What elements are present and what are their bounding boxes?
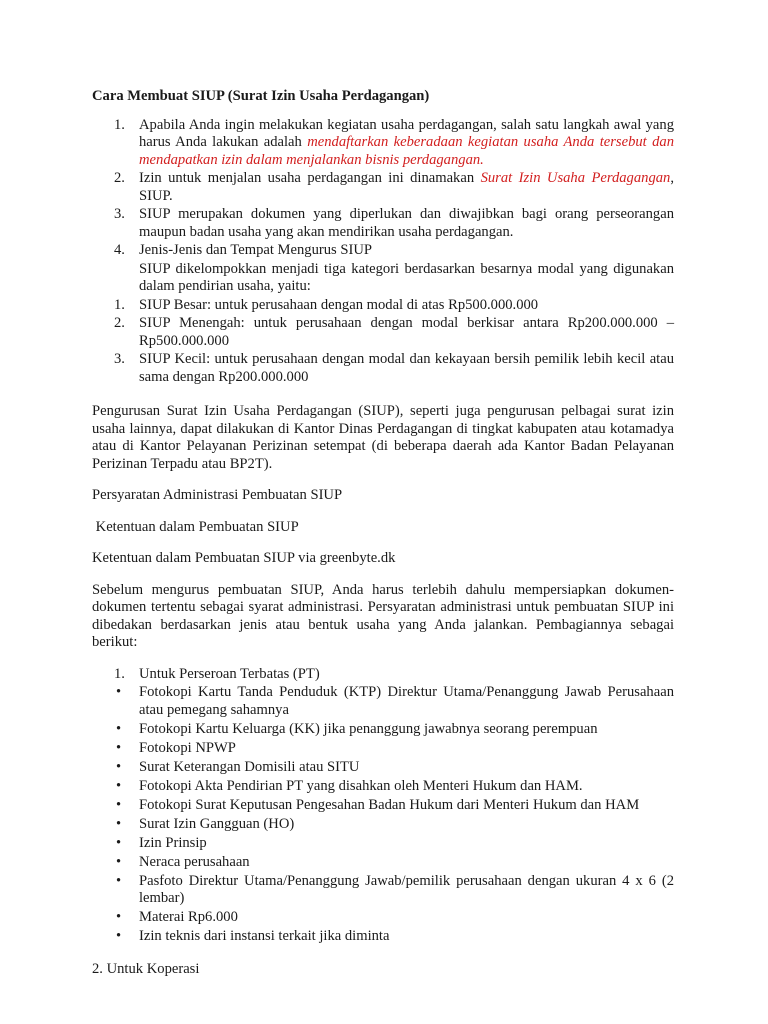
- list-note-text: SIUP dikelompokkan menjadi tiga kategori berdasarkan besarnya modal yang digunakan dalam pendirian usaha, yaitu:: [139, 260, 674, 294]
- list-text: Jenis-Jenis dan Tempat Mengurus SIUP: [139, 242, 373, 258]
- bullet-item: [92, 797, 674, 815]
- list-text: SIUP Besar: untuk perusahaan dengan modal di atas Rp500.000.000: [139, 296, 539, 313]
- list-item: [92, 242, 674, 260]
- bullet-icon: •: [116, 909, 122, 925]
- bullet-item: [92, 778, 674, 796]
- bullet-item: [92, 873, 674, 908]
- document-title: Cara Membuat SIUP (Surat Izin Usaha Perdagangan): [92, 88, 430, 104]
- bullet-text: Materai Rp6.000: [139, 909, 238, 925]
- paragraph: Ketentuan dalam Pembuatan SIUP via greenbyte.dk: [92, 550, 396, 566]
- paragraph: Persyaratan Administrasi Pembuatan SIUP: [92, 487, 343, 503]
- bullet-icon: •: [116, 684, 122, 700]
- bullet-text: Izin teknis dari instansi terkait jika diminta: [139, 928, 390, 944]
- list-item: [92, 117, 674, 170]
- bullet-icon: •: [116, 834, 122, 851]
- bullet-item: [92, 721, 674, 739]
- list-text: SIUP merupakan dokumen yang diperlukan dan diwajibkan bagi orang perseorangan maupun badan usaha yang akan mendirikan usaha perdagangan.: [139, 206, 674, 240]
- bullet-text: Neraca perusahaan: [139, 853, 250, 870]
- bullet-icon: •: [116, 739, 122, 756]
- highlight-text: mendaftarkan keberadaan kegiatan usaha Anda tersebut dan mendapatkan izin dalam menjalankan bisnis perdagangan.: [139, 134, 674, 168]
- bullet-text: Fotokopi Kartu Keluarga (KK) jika penanggung jawabnya seorang perempuan: [139, 720, 598, 737]
- list-siup-categories: [92, 297, 674, 387]
- list-text: Izin untuk menjalan usaha perdagangan ini dinamakan: [139, 170, 481, 186]
- bullet-text: Pasfoto Direktur Utama/Penanggung Jawab/pemilik perusahaan dengan ukuran 4 x 6 (2 lembar): [139, 872, 674, 906]
- list-text: Untuk Perseroan Terbatas (PT): [139, 665, 320, 682]
- paragraph: 2. Untuk Koperasi: [92, 961, 200, 977]
- list-text: SIUP Kecil: untuk perusahaan dengan modal dan kekayaan bersih pemilik lebih kecil atau sama dengan Rp200.000.000: [139, 351, 674, 385]
- bullet-icon: •: [116, 853, 122, 870]
- list-note: [92, 261, 674, 296]
- bullet-icon: •: [116, 815, 122, 832]
- list-item: [92, 297, 674, 315]
- paragraph: Sebelum mengurus pembuatan SIUP, Anda harus terlebih dahulu mempersiapkan dokumen-dokumen tertentu sebagai syarat administrasi. Persyaratan administrasi untuk pembuatan SIUP ini dibedakan berdasarkan jenis atau bentuk usaha yang Anda jalankan. Pembagiannya sebagai berikut:: [92, 581, 674, 650]
- bullet-text: Surat Izin Gangguan (HO): [139, 815, 295, 832]
- bullet-item: [92, 854, 674, 872]
- bullet-icon: •: [116, 777, 122, 794]
- list-number: 1.: [114, 296, 125, 313]
- bullet-icon: •: [116, 720, 122, 737]
- bullet-icon: •: [116, 872, 122, 889]
- list-item: [92, 351, 674, 386]
- bullet-icon: •: [116, 758, 122, 775]
- bullet-text: Surat Keterangan Domisili atau SITU: [139, 758, 360, 775]
- bullet-text: Fotokopi NPWP: [139, 739, 236, 756]
- list-number: 3.: [114, 351, 125, 367]
- highlight-text: Surat Izin Usaha Perdagangan: [480, 170, 671, 186]
- bullet-item: [92, 928, 674, 946]
- bullet-icon: •: [116, 928, 122, 944]
- bullet-text: Fotokopi Akta Pendirian PT yang disahkan oleh Menteri Hukum dan HAM.: [139, 777, 583, 794]
- list-number: 1.: [114, 116, 125, 133]
- paragraph: Pengurusan Surat Izin Usaha Perdagangan (SIUP), seperti juga pengurusan pelbagai surat izin usaha lainnya, dapat dilakukan di Kantor Dinas Perdagangan di tingkat kabupaten atau kotamadya atau di Kantor Pelayanan Perizinan setempat (di beberapa daerah ada Kantor Badan Pelayanan Perizinan Terpadu atau BP2T).: [92, 403, 674, 472]
- list-number: 4.: [114, 242, 125, 258]
- list-text-tail: , SIUP.: [139, 170, 674, 204]
- list-item: [92, 170, 674, 205]
- list-number: 2.: [114, 170, 125, 186]
- list-item: [92, 315, 674, 350]
- bullet-icon: •: [116, 796, 122, 813]
- list-number: 2.: [114, 315, 125, 331]
- bullet-text: Fotokopi Surat Keputusan Pengesahan Badan Hukum dari Menteri Hukum dan HAM: [139, 796, 640, 813]
- list-number: 3.: [114, 206, 125, 222]
- list-main: [92, 117, 674, 296]
- bullet-text: Izin Prinsip: [139, 834, 207, 851]
- list-number: 1.: [114, 665, 125, 682]
- bullet-item: [92, 759, 674, 777]
- bullet-list: [92, 684, 674, 946]
- list-text: SIUP Menengah: untuk perusahaan dengan modal berkisar antara Rp200.000.000 – Rp500.000.000: [139, 315, 674, 349]
- document-page: [92, 88, 674, 979]
- list-text: Apabila Anda ingin melakukan kegiatan usaha perdagangan, salah satu langkah awal yang harus Anda lakukan adalah: [139, 116, 674, 150]
- bullet-item: [92, 740, 674, 758]
- bullet-item: [92, 835, 674, 853]
- bullet-item: [92, 816, 674, 834]
- list-item: [92, 666, 674, 684]
- list-item: [92, 206, 674, 241]
- bullet-item: [92, 909, 674, 927]
- bullet-text: Fotokopi Kartu Tanda Penduduk (KTP) Direktur Utama/Penanggung Jawab Perusahaan atau pemegang sahamnya: [139, 684, 674, 718]
- bullet-item: [92, 684, 674, 719]
- paragraph: Ketentuan dalam Pembuatan SIUP: [92, 518, 299, 535]
